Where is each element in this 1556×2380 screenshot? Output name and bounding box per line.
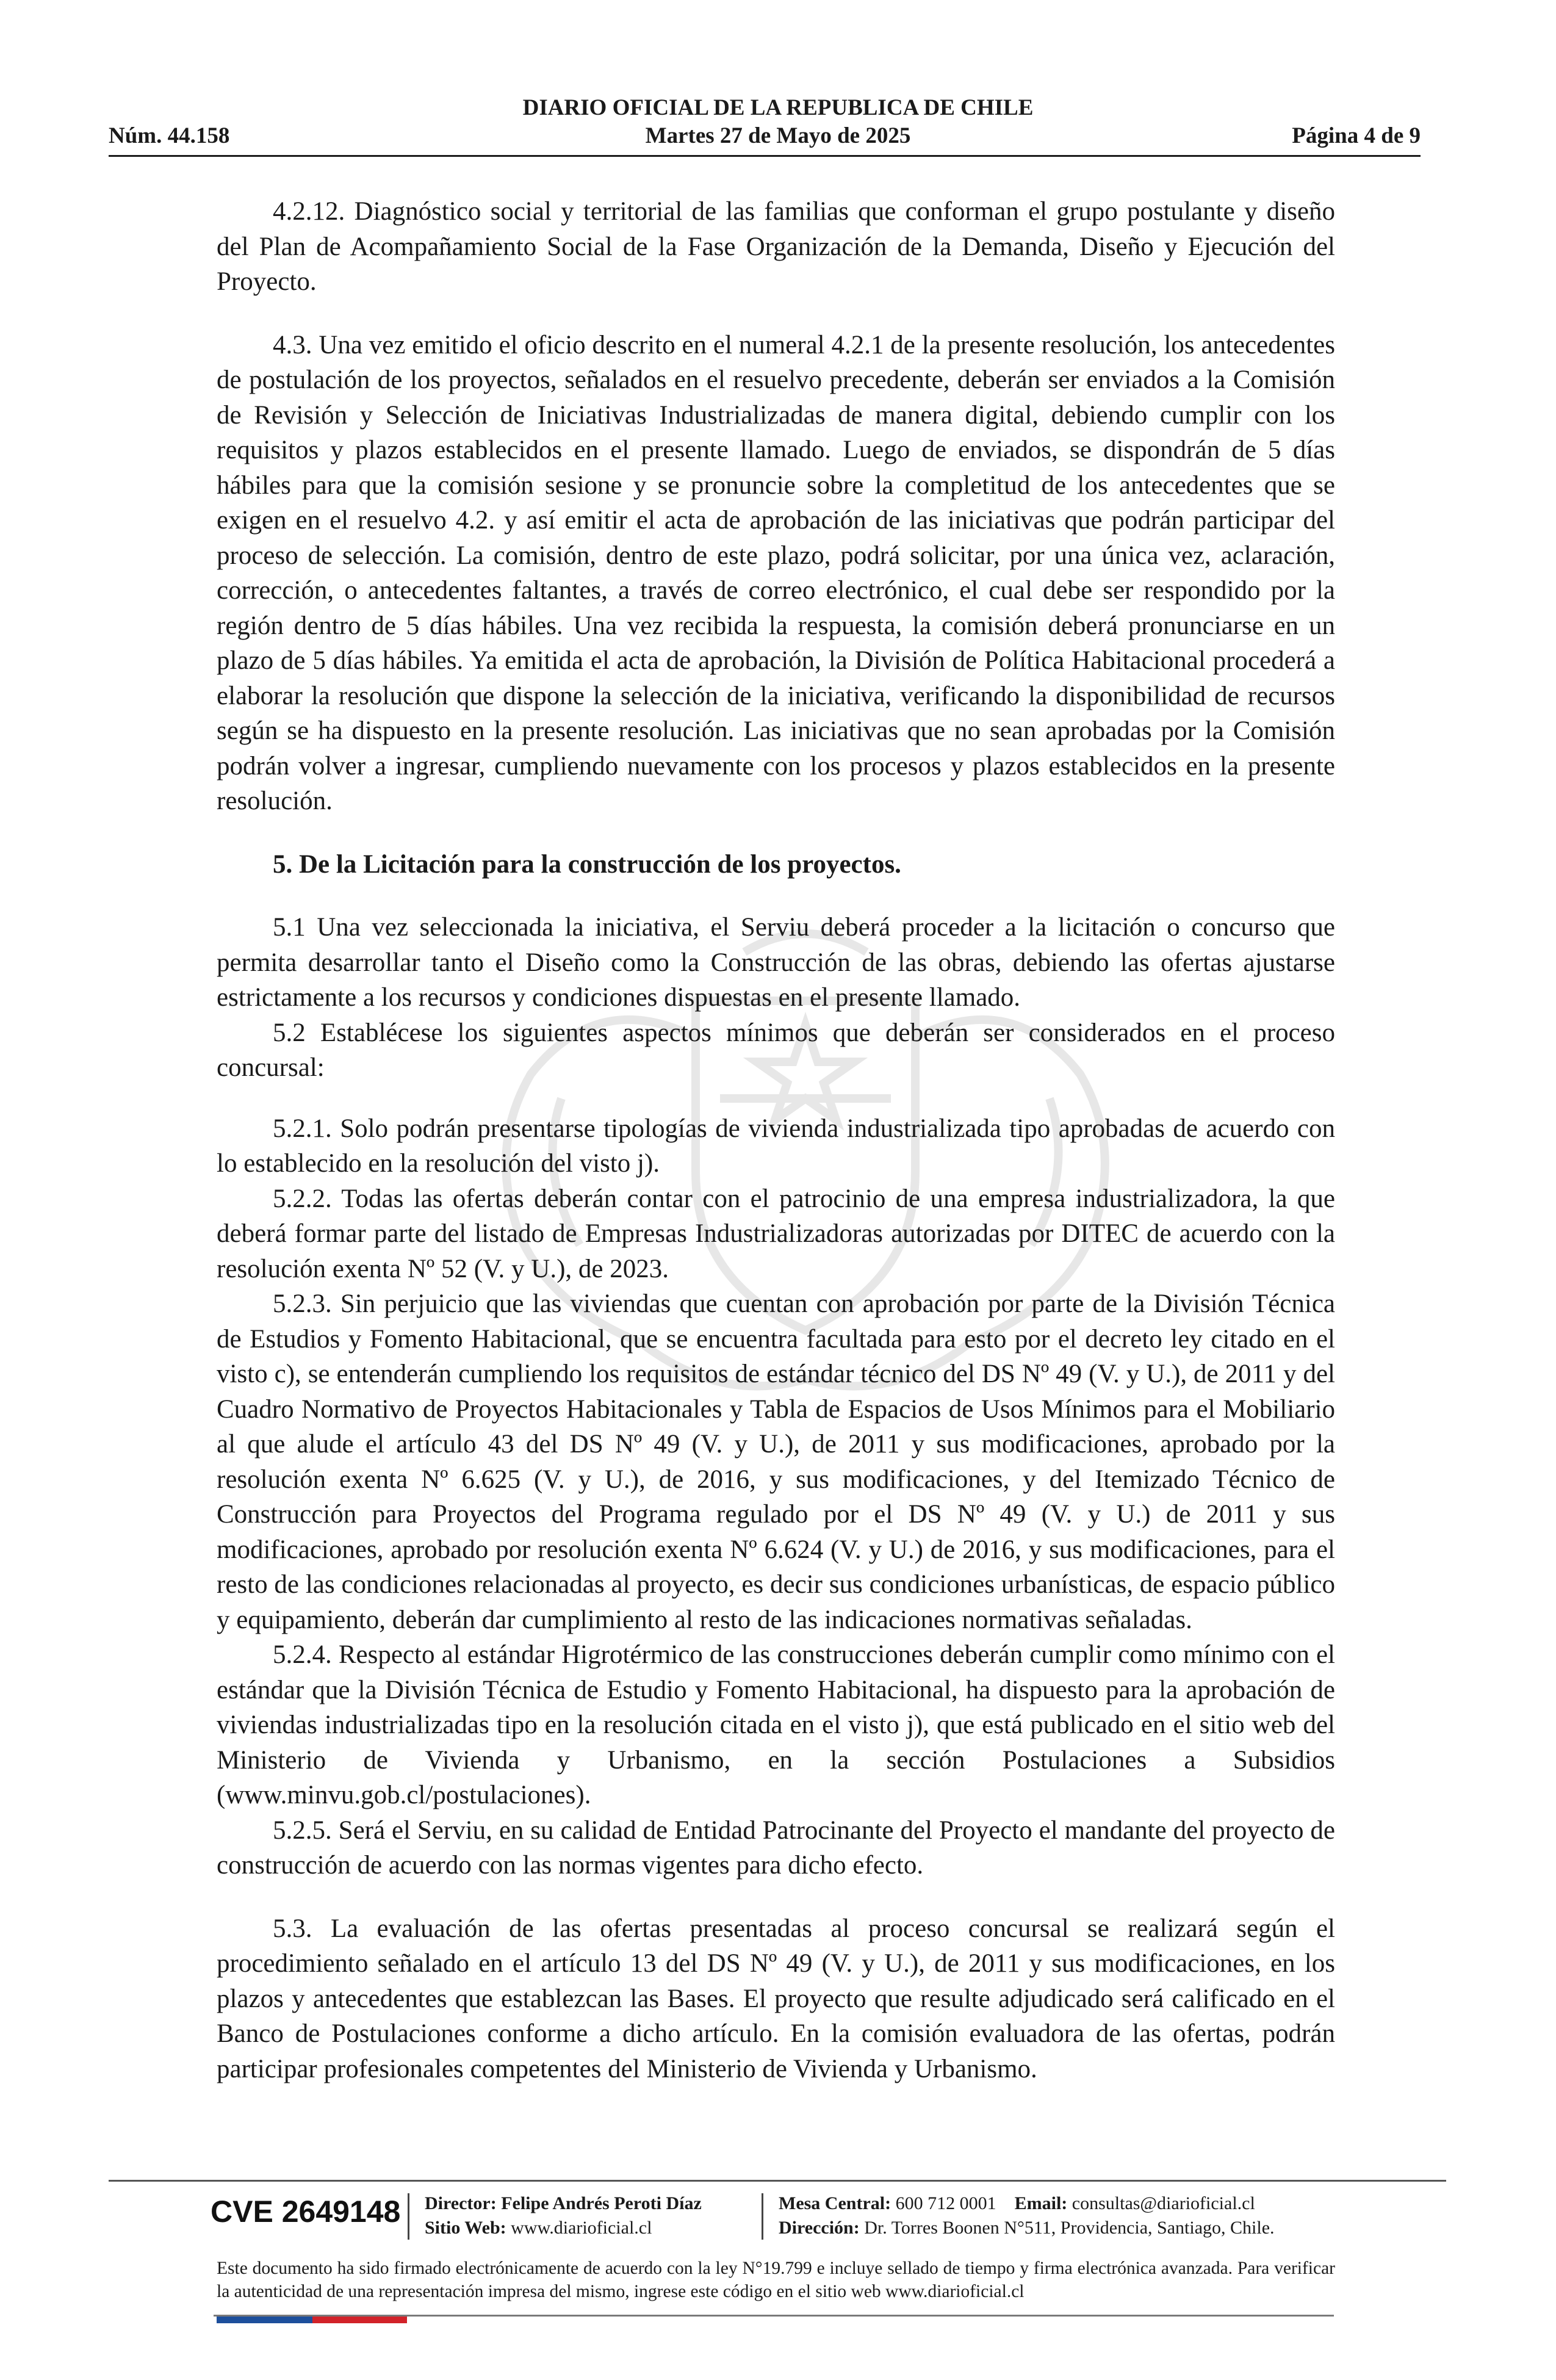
email-label: Email: [1014, 2193, 1068, 2213]
website-line [425, 2216, 652, 2240]
paragraph-5-2-5: 5.2.5. Será el Serviu, en su calidad de Entidad Patrocinante del Proyecto el mandante del proyecto de construcción de acuerdo con las normas vigentes para dicho efecto. [217, 1816, 1335, 1880]
signature-note: Este documento ha sido firmado electrónicamente de acuerdo con la ley N°19.799 e incluye sellado de tiempo y firma electrónica avanzada. Para verificar la autenticidad de una representación impresa del mismo, ingrese este código en el sitio web www.diarioficial.cl [217, 2259, 1335, 2301]
website-value[interactable]: www.diarioficial.cl [511, 2218, 652, 2238]
email-value[interactable]: consultas@diarioficial.cl [1072, 2193, 1255, 2213]
issue-date: Martes 27 de Mayo de 2025 [645, 123, 911, 148]
director-label: Director: [425, 2193, 497, 2213]
section-heading-5: 5. De la Licitación para la construcción de los proyectos. [273, 849, 901, 879]
phone-label: Mesa Central: [779, 2193, 891, 2213]
paragraph-5-2-2: 5.2.2. Todas las ofertas deberán contar con el patrocinio de una empresa industrializadora, la que deberá formar parte del listado de Empresas Industrializadoras autorizadas por DITEC de acuerdo con la resolución exenta Nº 52 (V. y U.), de 2023. [217, 1184, 1335, 1283]
footer-separator [762, 2193, 763, 2240]
paragraph-4-2-12: 4.2.12. Diagnóstico social y territorial de las familias que conforman el grupo postulante y diseño del Plan de Acompañamiento Social de la Fase Organización de la Demanda, Diseño y Ejecución del Proyecto. [217, 197, 1335, 296]
flag-stripe-red [312, 2317, 407, 2323]
paragraph-5-3: 5.3. La evaluación de las ofertas presentadas al proceso concursal se realizará según el procedimiento señalado en el artículo 13 del DS Nº 49 (V. y U.), de 2011 y sus modificaciones, en los plazos y antecedentes que establezcan las Bases. El proyecto que resulte adjudicado será calificado en el Banco de Postulaciones conforme a dicho artículo. En la comisión evaluadora de las ofertas, podrán participar profesionales competentes del Ministerio de Vivienda y Urbanismo. [217, 1914, 1335, 2083]
paragraph-5-2: 5.2 Establécese los siguientes aspectos mínimos que deberán ser considerados en el proceso concursal: [217, 1018, 1335, 1082]
director-name: Felipe Andrés Peroti Díaz [501, 2193, 702, 2213]
director-line [425, 2192, 702, 2215]
paragraph-5-2-1: 5.2.1. Solo podrán presentarse tipologías de vivienda industrializada tipo aprobadas de acuerdo con lo establecido en la resolución del visto j). [217, 1114, 1335, 1178]
paragraph-5-2-3: 5.2.3. Sin perjuicio que las viviendas que cuentan con aprobación por parte de la División Técnica de Estudios y Fomento Habitacional, que se encuentra facultada para esto por el decreto ley citado en el visto c), se entenderán cumpliendo los requisitos de estándar técnico del DS Nº 49 (V. y U.), de 2011 y del Cuadro Normativo de Proyectos Habitacionales y Tabla de Espacios de Usos Mínimos para el Mobiliario al que alude el artículo 43 del DS Nº 49 (V. y U.), de 2011 y sus modificaciones, aprobado por la resolución exenta Nº 6.625 (V. y U.), de 2016, y sus modificaciones, y del Itemizado Técnico de Construcción para Proyectos del Programa regulado por el DS Nº 49 (V. y U.) de 2011 y sus modificaciones, aprobado por resolución exenta Nº 6.624 (V. y U.) de 2016, y sus modificaciones, para el resto de las condiciones relacionadas al proyecto, es decir sus condiciones urbanísticas, de espacio público y equipamiento, deberán dar cumplimiento al resto de las indicaciones normativas señaladas. [217, 1289, 1335, 1634]
address-value: Dr. Torres Boonen N°511, Providencia, Santiago, Chile. [864, 2218, 1275, 2238]
contact-line [779, 2192, 1255, 2215]
cve-code: CVE 2649148 [211, 2194, 401, 2229]
paragraph-5-1: 5.1 Una vez seleccionada la iniciativa, el Serviu deberá proceder a la licitación o concurso que permita desarrollar tanto el Diseño como la Construcción de las obras, debiendo las ofertas ajustarse estrictamente a los recursos y condiciones dispuestas en el presente llamado. [217, 913, 1335, 1012]
publication-title: DIARIO OFICIAL DE LA REPUBLICA DE CHILE [522, 95, 1034, 120]
document-body [217, 194, 1335, 2086]
phone-value: 600 712 0001 [895, 2193, 996, 2213]
flag-stripe-blue [217, 2317, 312, 2323]
paragraph-4-3: 4.3. Una vez emitido el oficio descrito en el numeral 4.2.1 de la presente resolución, los antecedentes de postulación de los proyectos, señalados en el resuelvo precedente, deberán ser enviados a la Comisión de Revisión y Selección de Iniciativas Industrializadas de manera digital, debiendo cumplir con los requisitos y plazos establecidos en el presente llamado. Luego de enviados, se dispondrán de 5 días hábiles para que la comisión sesione y se pronuncie sobre la completitud de los antecedentes que se exigen en el resuelvo 4.2. y así emitir el acta de aprobación de las iniciativas que podrán participar del proceso de selección. La comisión, dentro de este plazo, podrá solicitar, por una única vez, aclaración, corrección, o antecedentes faltantes, a través de correo electrónico, el cual debe ser respondido por la región dentro de 5 días hábiles. Una vez recibida la respuesta, la comisión deberá pronunciarse en un plazo de 5 días hábiles. Ya emitida el acta de aprobación, la División de Política Habitacional procederá a elaborar la resolución que dispone la selección de la iniciativa, verificando la disponibilidad de recursos según se ha dispuesto en la presente resolución. Las iniciativas que no sean aprobadas por la Comisión podrán volver a ingresar, cumpliendo nuevamente con los procesos y plazos establecidos en la presente resolución. [217, 330, 1335, 815]
footer-divider [109, 2180, 1446, 2182]
website-label: Sitio Web: [425, 2218, 506, 2238]
header-divider [109, 155, 1421, 157]
address-line [779, 2216, 1275, 2240]
paragraph-5-2-4: 5.2.4. Respecto al estándar Higrotérmico de las construcciones deberán cumplir como mínimo con el estándar que la División Técnica de Estudio y Fomento Habitacional, ha dispuesto para la aprobación de viviendas industrializadas tipo en la resolución citada en el visto j), que está publicado en el sitio web del Ministerio de Vivienda y Urbanismo, en la sección Postulaciones a Subsidios (www.minvu.gob.cl/postulaciones). [217, 1640, 1335, 1809]
page-indicator: Página 4 de 9 [1292, 123, 1421, 148]
footer-separator [408, 2193, 409, 2240]
address-label: Dirección: [779, 2218, 860, 2238]
issue-number: Núm. 44.158 [109, 123, 230, 148]
